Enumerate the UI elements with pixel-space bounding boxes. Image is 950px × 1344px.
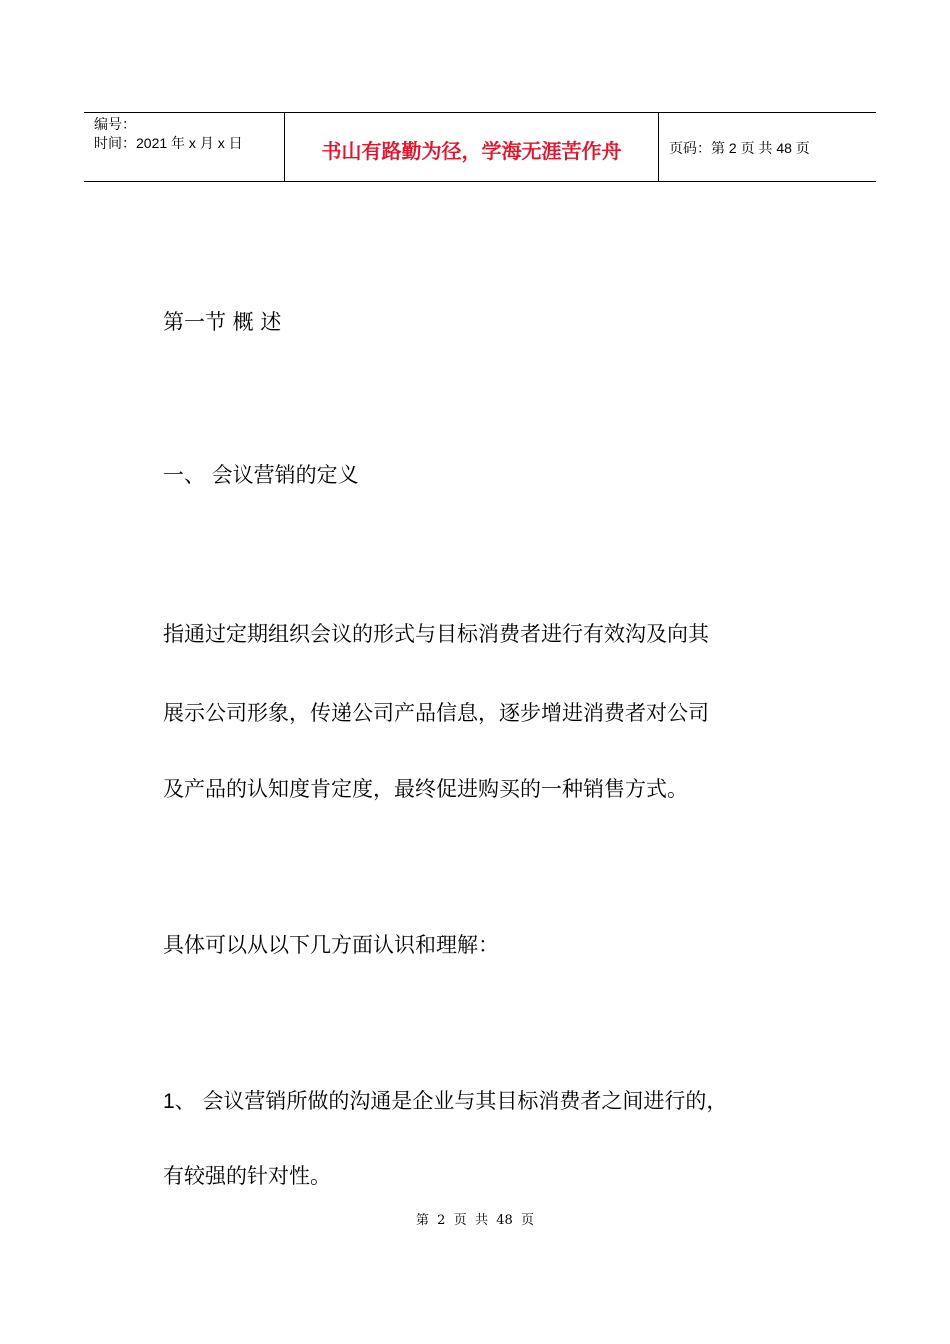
paragraph-line-3: 及产品的认知度肯定度，最终促进购买的一种销售方式。 — [163, 777, 688, 801]
paragraph-line-2: 展示公司形象，传递公司产品信息，逐步增进消费者对公司 — [163, 701, 709, 725]
document-header-table — [84, 112, 876, 182]
subsection-heading: 一、 会议营销的定义 — [163, 463, 359, 487]
page-footer: 第 2 页 共 48 页 — [415, 1213, 535, 1228]
header-middle-cell — [285, 113, 659, 181]
header-page-label: 页码：第 2 页 共 48 页 — [669, 140, 810, 156]
list-item-1-line-2: 有较强的针对性。 — [163, 1164, 331, 1188]
section-title: 第一节 概 述 — [163, 310, 282, 334]
header-right-cell — [659, 113, 876, 181]
list-item-1-text: 会议营销所做的沟通是企业与其目标消费者之间进行的， — [195, 1089, 728, 1113]
header-motto: 书山有路勤为径，学海无涯苦作舟 — [321, 139, 622, 163]
lead-in-text: 具体可以从以下几方面认识和理解： — [163, 933, 499, 957]
document-date-label: 时间：2021 年 x 月 x 日 — [94, 135, 243, 151]
list-item-1-line-1 — [163, 1088, 727, 1115]
document-number-label: 编号： — [94, 116, 136, 132]
paragraph-line-1: 指通过定期组织会议的形式与目标消费者进行有效沟及向其 — [163, 622, 709, 646]
header-left-cell — [84, 113, 285, 181]
list-item-1-number: 1、 — [163, 1090, 196, 1113]
